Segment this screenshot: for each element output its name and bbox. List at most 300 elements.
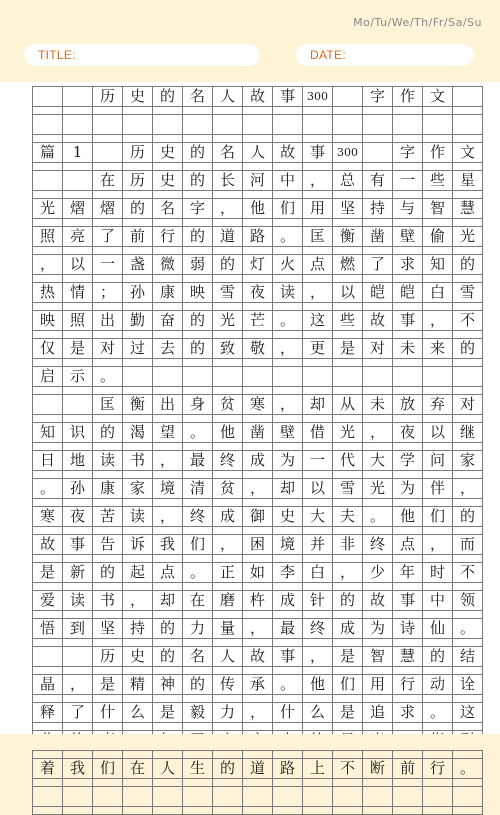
grid-gap-cell — [93, 275, 123, 283]
grid-gap-cell — [213, 331, 243, 339]
grid-cell: 对 — [93, 339, 123, 359]
grid-gap-cell — [243, 303, 273, 311]
grid-gap-cell — [123, 191, 153, 199]
grid-gap-cell — [123, 751, 153, 759]
grid-gap-cell — [93, 807, 123, 815]
grid-cell: 的 — [453, 255, 483, 275]
grid-gap-cell — [423, 779, 453, 787]
grid-cell: 了 — [63, 703, 93, 723]
grid-gap-cell — [213, 387, 243, 395]
grid-gap-cell — [453, 359, 483, 367]
grid-gap-cell — [303, 611, 333, 619]
grid-cell: 针 — [303, 591, 333, 611]
grid-gap-cell — [243, 219, 273, 227]
grid-cell: 300 — [333, 143, 363, 163]
grid-gap-cell — [333, 807, 363, 815]
grid-line — [33, 87, 483, 107]
grid-gap-cell — [93, 359, 123, 367]
weekday-selector[interactable]: Mo/Tu/We/Th/Fr/Sa/Su — [353, 16, 482, 29]
grid-gap-cell — [213, 555, 243, 563]
grid-gap-cell — [153, 443, 183, 451]
grid-cell — [333, 367, 363, 387]
grid-gap-cell — [243, 807, 273, 815]
grid-gap-cell — [183, 443, 213, 451]
grid-gap-cell — [453, 415, 483, 423]
grid-cell: 人 — [153, 759, 183, 779]
grid-gap-cell — [93, 695, 123, 703]
grid-cell: 。 — [453, 619, 483, 639]
grid-gap-cell — [33, 443, 63, 451]
grid-gap-cell — [453, 219, 483, 227]
grid-gap-row — [33, 443, 483, 451]
grid-gap-cell — [63, 443, 93, 451]
grid-cell: 求 — [393, 255, 423, 275]
grid-gap-cell — [33, 303, 63, 311]
grid-line — [33, 227, 483, 247]
grid-gap-cell — [303, 247, 333, 255]
grid-gap-cell — [273, 331, 303, 339]
grid-gap-cell — [243, 443, 273, 451]
grid-gap-cell — [303, 471, 333, 479]
grid-cell: 故 — [363, 591, 393, 611]
grid-gap-cell — [243, 191, 273, 199]
grid-gap-cell — [333, 135, 363, 143]
grid-gap-row — [33, 415, 483, 423]
grid-cell: 字 — [363, 87, 393, 107]
grid-cell: 。 — [273, 675, 303, 695]
grid-gap-cell — [363, 779, 393, 787]
grid-cell: ， — [363, 423, 393, 443]
grid-cell: 为 — [393, 479, 423, 499]
grid-gap-cell — [393, 499, 423, 507]
grid-gap-cell — [333, 415, 363, 423]
grid-gap-cell — [393, 779, 423, 787]
grid-cell: 熠 — [63, 199, 93, 219]
grid-cell: 出 — [153, 395, 183, 415]
grid-gap-cell — [303, 583, 333, 591]
grid-gap-cell — [273, 611, 303, 619]
grid-cell: 点 — [303, 255, 333, 275]
grid-cell: 学 — [393, 451, 423, 471]
grid-cell: 领 — [453, 591, 483, 611]
date-field[interactable] — [296, 44, 474, 66]
grid-gap-cell — [33, 695, 63, 703]
grid-gap-cell — [333, 583, 363, 591]
grid-cell: 些 — [423, 171, 453, 191]
grid-cell: 不 — [333, 759, 363, 779]
grid-gap-cell — [33, 639, 63, 647]
grid-gap-cell — [363, 667, 393, 675]
grid-gap-cell — [363, 219, 393, 227]
grid-cell: 一 — [93, 255, 123, 275]
grid-cell: 什 — [93, 703, 123, 723]
grid-gap-cell — [93, 527, 123, 535]
grid-gap-cell — [453, 331, 483, 339]
grid-gap-cell — [453, 611, 483, 619]
grid-gap-cell — [363, 163, 393, 171]
grid-gap-cell — [393, 639, 423, 647]
grid-gap-cell — [123, 639, 153, 647]
grid-cell: 字 — [183, 199, 213, 219]
grid-gap-cell — [453, 303, 483, 311]
grid-gap-cell — [93, 387, 123, 395]
grid-gap-cell — [333, 359, 363, 367]
grid-cell — [333, 87, 363, 107]
grid-cell: 。 — [273, 311, 303, 331]
grid-cell: ， — [243, 703, 273, 723]
grid-gap-cell — [243, 359, 273, 367]
grid-cell: ， — [273, 395, 303, 415]
grid-cell: 们 — [93, 759, 123, 779]
grid-line — [33, 619, 483, 639]
grid-cell: 读 — [273, 283, 303, 303]
grid-cell: 的 — [183, 311, 213, 331]
grid-gap-cell — [93, 751, 123, 759]
grid-cell — [63, 171, 93, 191]
grid-cell — [33, 115, 63, 135]
grid-cell: 我 — [153, 535, 183, 555]
grid-cell: 么 — [123, 703, 153, 723]
grid-gap-cell — [183, 751, 213, 759]
grid-gap-cell — [423, 723, 453, 731]
grid-gap-cell — [213, 107, 243, 115]
grid-cell: ， — [63, 675, 93, 695]
grid-gap-cell — [63, 583, 93, 591]
grid-cell: 。 — [33, 479, 63, 499]
grid-cell: 是 — [333, 703, 363, 723]
grid-gap-cell — [63, 163, 93, 171]
grid-cell — [183, 367, 213, 387]
grid-gap-cell — [273, 527, 303, 535]
grid-gap-cell — [243, 247, 273, 255]
grid-cell: 故 — [363, 311, 393, 331]
grid-line — [33, 675, 483, 695]
grid-gap-cell — [363, 471, 393, 479]
grid-gap-cell — [93, 443, 123, 451]
grid-gap-cell — [363, 247, 393, 255]
grid-gap-cell — [183, 163, 213, 171]
grid-gap-cell — [123, 499, 153, 507]
grid-gap-cell — [303, 723, 333, 731]
grid-cell: ， — [423, 535, 453, 555]
grid-gap-cell — [63, 191, 93, 199]
grid-cell: 熠 — [93, 199, 123, 219]
grid-cell: 有 — [363, 171, 393, 191]
grid-cell: 的 — [183, 339, 213, 359]
grid-gap-cell — [243, 415, 273, 423]
grid-cell: 路 — [243, 227, 273, 247]
grid-gap-cell — [33, 779, 63, 787]
grid-gap-cell — [303, 751, 333, 759]
grid-gap-row — [33, 135, 483, 143]
grid-gap-cell — [423, 219, 453, 227]
grid-gap-cell — [123, 303, 153, 311]
grid-gap-cell — [273, 247, 303, 255]
grid-gap-cell — [453, 555, 483, 563]
grid-gap-cell — [363, 107, 393, 115]
grid-cell: 诠 — [453, 675, 483, 695]
grid-gap-cell — [93, 107, 123, 115]
grid-cell: 历 — [123, 143, 153, 163]
grid-cell: 。 — [93, 367, 123, 387]
grid-cell: 事 — [303, 143, 333, 163]
grid-gap-cell — [423, 163, 453, 171]
grid-gap-cell — [63, 135, 93, 143]
grid-cell: 什 — [273, 703, 303, 723]
grid-cell: 追 — [363, 703, 393, 723]
grid-gap-cell — [93, 723, 123, 731]
grid-cell: 字 — [393, 143, 423, 163]
grid-cell: 未 — [393, 339, 423, 359]
grid-line — [33, 199, 483, 219]
grid-gap-cell — [33, 359, 63, 367]
grid-cell: 弃 — [423, 395, 453, 415]
grid-gap-cell — [33, 527, 63, 535]
grid-gap-cell — [393, 583, 423, 591]
grid-gap-cell — [123, 247, 153, 255]
grid-gap-cell — [153, 107, 183, 115]
grid-gap-cell — [273, 807, 303, 815]
grid-cell — [303, 787, 333, 807]
grid-gap-cell — [363, 303, 393, 311]
grid-cell: 皑 — [393, 283, 423, 303]
grid-gap-cell — [363, 275, 393, 283]
grid-gap-cell — [273, 583, 303, 591]
grid-gap-cell — [153, 219, 183, 227]
grid-cell: 识 — [63, 423, 93, 443]
grid-gap-cell — [33, 135, 63, 143]
grid-gap-cell — [243, 695, 273, 703]
grid-cell: 雪 — [453, 283, 483, 303]
grid-cell: 故 — [33, 535, 63, 555]
grid-gap-cell — [453, 527, 483, 535]
grid-cell: 成 — [243, 451, 273, 471]
grid-cell: 亮 — [63, 227, 93, 247]
grid-gap-cell — [273, 359, 303, 367]
grid-gap-row — [33, 499, 483, 507]
grid-cell — [333, 115, 363, 135]
grid-cell: 地 — [63, 451, 93, 471]
grid-gap-cell — [393, 219, 423, 227]
grid-gap-cell — [123, 415, 153, 423]
grid-cell: 着 — [33, 759, 63, 779]
grid-gap-cell — [153, 723, 183, 731]
grid-cell — [123, 367, 153, 387]
grid-gap-cell — [33, 583, 63, 591]
grid-cell: 示 — [63, 367, 93, 387]
grid-gap-cell — [63, 331, 93, 339]
grid-line — [33, 423, 483, 443]
grid-gap-cell — [123, 555, 153, 563]
grid-cell: 事 — [393, 591, 423, 611]
grid-gap-cell — [333, 611, 363, 619]
grid-gap-cell — [453, 667, 483, 675]
grid-cell: 对 — [453, 395, 483, 415]
grid-gap-cell — [243, 667, 273, 675]
grid-cell: 们 — [183, 535, 213, 555]
grid-gap-cell — [273, 135, 303, 143]
grid-cell: 成 — [333, 619, 363, 639]
grid-gap-row — [33, 555, 483, 563]
grid-cell: 以 — [63, 255, 93, 275]
grid-cell — [333, 787, 363, 807]
grid-cell: 文 — [423, 87, 453, 107]
grid-cell: 们 — [273, 199, 303, 219]
grid-gap-cell — [93, 163, 123, 171]
grid-gap-cell — [63, 639, 93, 647]
grid-gap-cell — [423, 471, 453, 479]
grid-cell: 却 — [273, 479, 303, 499]
grid-cell: 渴 — [123, 423, 153, 443]
grid-gap-cell — [123, 667, 153, 675]
grid-gap-cell — [33, 331, 63, 339]
grid-gap-cell — [183, 303, 213, 311]
grid-cell — [363, 115, 393, 135]
grid-gap-cell — [123, 695, 153, 703]
grid-gap-cell — [453, 583, 483, 591]
grid-cell — [63, 87, 93, 107]
grid-gap-cell — [123, 163, 153, 171]
grid-cell: 他 — [243, 199, 273, 219]
grid-cell: 前 — [393, 759, 423, 779]
grid-gap-cell — [123, 219, 153, 227]
grid-gap-cell — [153, 779, 183, 787]
grid-cell: 雪 — [213, 283, 243, 303]
grid-cell: 映 — [183, 283, 213, 303]
grid-gap-cell — [273, 695, 303, 703]
grid-cell: 生 — [183, 759, 213, 779]
grid-cell: 家 — [123, 479, 153, 499]
grid-gap-cell — [123, 807, 153, 815]
grid-cell: 史 — [123, 87, 153, 107]
grid-gap-cell — [423, 415, 453, 423]
grid-cell: 事 — [273, 87, 303, 107]
grid-gap-cell — [123, 471, 153, 479]
grid-gap-cell — [153, 415, 183, 423]
grid-cell: 盏 — [123, 255, 153, 275]
grid-gap-cell — [333, 527, 363, 535]
grid-cell: 的 — [183, 227, 213, 247]
grid-gap-cell — [153, 667, 183, 675]
grid-cell: 历 — [123, 171, 153, 191]
grid-gap-cell — [63, 275, 93, 283]
grid-cell: 是 — [93, 675, 123, 695]
grid-cell: 最 — [183, 451, 213, 471]
grid-gap-cell — [63, 471, 93, 479]
grid-gap-cell — [93, 135, 123, 143]
grid-cell: 行 — [153, 227, 183, 247]
grid-cell: 名 — [213, 143, 243, 163]
grid-gap-row — [33, 723, 483, 731]
grid-cell: 夜 — [243, 283, 273, 303]
grid-cell: 故 — [243, 87, 273, 107]
grid-gap-cell — [93, 555, 123, 563]
grid-cell: 借 — [303, 423, 333, 443]
grid-gap-cell — [333, 695, 363, 703]
grid-gap-cell — [333, 387, 363, 395]
grid-cell: ， — [243, 619, 273, 639]
grid-gap-cell — [153, 331, 183, 339]
grid-cell: 如 — [243, 563, 273, 583]
grid-cell: 的 — [333, 591, 363, 611]
grid-cell: ， — [213, 535, 243, 555]
grid-cell: 白 — [303, 563, 333, 583]
grid-gap-cell — [123, 583, 153, 591]
grid-cell: 的 — [183, 171, 213, 191]
grid-cell: 毅 — [183, 703, 213, 723]
grid-gap-cell — [303, 555, 333, 563]
grid-gap-row — [33, 191, 483, 199]
grid-cell: 行 — [393, 675, 423, 695]
grid-cell: 书 — [123, 451, 153, 471]
grid-gap-cell — [183, 219, 213, 227]
grid-gap-cell — [33, 415, 63, 423]
grid-gap-cell — [213, 135, 243, 143]
grid-cell: 人 — [213, 87, 243, 107]
grid-gap-cell — [213, 415, 243, 423]
grid-gap-cell — [243, 499, 273, 507]
grid-cell — [153, 367, 183, 387]
grid-cell: 故 — [243, 647, 273, 667]
grid-cell: 前 — [123, 227, 153, 247]
grid-gap-cell — [213, 219, 243, 227]
grid-cell: 历 — [93, 647, 123, 667]
grid-gap-cell — [453, 751, 483, 759]
grid-gap-row — [33, 247, 483, 255]
grid-gap-cell — [63, 303, 93, 311]
grid-cell: 慧 — [393, 647, 423, 667]
grid-gap-cell — [93, 247, 123, 255]
writing-grid — [32, 86, 483, 815]
grid-cell: 时 — [423, 563, 453, 583]
grid-gap-cell — [453, 247, 483, 255]
grid-cell: 的 — [453, 507, 483, 527]
grid-gap-cell — [363, 359, 393, 367]
grid-cell — [273, 787, 303, 807]
grid-cell: 困 — [243, 535, 273, 555]
grid-cell: 史 — [273, 507, 303, 527]
title-label: TITLE: — [38, 48, 76, 62]
grid-gap-cell — [393, 527, 423, 535]
grid-gap-cell — [63, 247, 93, 255]
grid-cell: 些 — [333, 311, 363, 331]
grid-cell: 光 — [453, 227, 483, 247]
grid-cell — [153, 787, 183, 807]
grid-gap-cell — [363, 415, 393, 423]
grid-gap-cell — [423, 107, 453, 115]
grid-gap-cell — [303, 163, 333, 171]
grid-cell: 李 — [273, 563, 303, 583]
grid-gap-cell — [93, 331, 123, 339]
grid-gap-cell — [183, 527, 213, 535]
grid-cell — [33, 787, 63, 807]
grid-gap-row — [33, 219, 483, 227]
grid-cell — [303, 115, 333, 135]
grid-gap-cell — [423, 527, 453, 535]
title-field[interactable] — [24, 44, 260, 66]
grid-gap-cell — [333, 331, 363, 339]
grid-gap-cell — [183, 779, 213, 787]
grid-line — [33, 479, 483, 499]
grid-cell: 更 — [303, 339, 333, 359]
grid-cell: 300 — [303, 87, 333, 107]
grid-gap-cell — [303, 303, 333, 311]
grid-cell: 的 — [93, 563, 123, 583]
grid-cell: 情 — [63, 283, 93, 303]
grid-cell: 他 — [303, 675, 333, 695]
grid-gap-cell — [213, 667, 243, 675]
grid-gap-cell — [393, 303, 423, 311]
